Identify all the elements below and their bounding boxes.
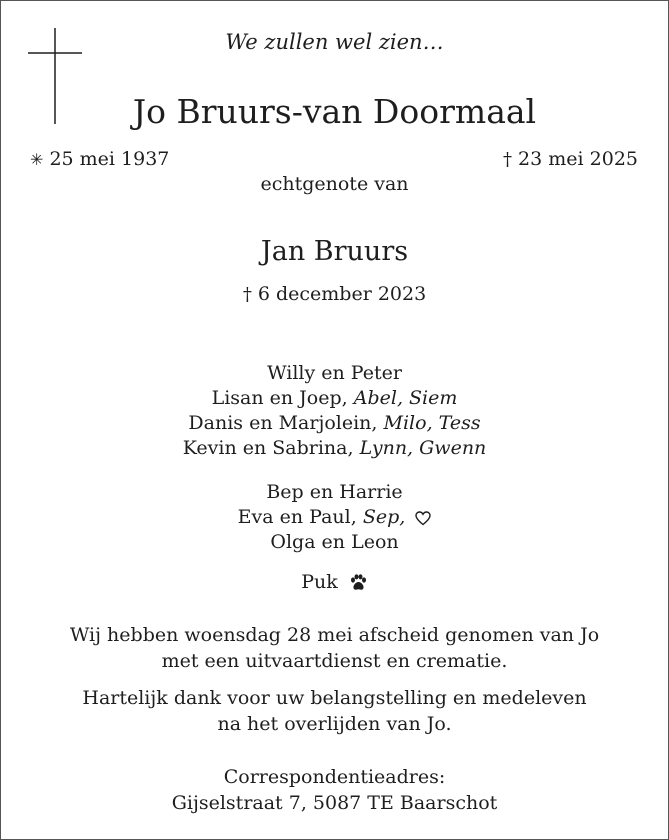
birth-date: 25 mei 1937 (49, 148, 170, 170)
family-line: Eva en Paul, Sep, (0, 505, 669, 530)
grandchildren: Abel, Siem (353, 387, 458, 409)
heart-icon (415, 511, 431, 526)
birth-star-icon: ✳ (30, 150, 44, 169)
correspondence-label: Correspondentieadres: (223, 766, 446, 788)
family-line: Bep en Harrie (266, 481, 403, 503)
family-line: Danis en Marjolein, Milo, Tess (188, 412, 481, 434)
birth-date-line (30, 148, 169, 170)
address: Gijselstraat 7, 5087 TE Baarschot (171, 792, 498, 814)
grandchildren: Sep, (362, 506, 406, 528)
grandchildren: Milo, Tess (383, 412, 481, 434)
spouse-death-line (0, 283, 669, 305)
family-line: Olga en Leon (270, 531, 399, 553)
deceased-name: Jo Bruurs-van Doormaal (132, 92, 537, 131)
pet-line (0, 570, 669, 595)
spouse-death-cross-icon: † (242, 284, 252, 305)
pet-name: Puk (301, 571, 338, 593)
correspondence-address (0, 764, 669, 816)
death-date: 23 mei 2025 (518, 148, 638, 170)
family-line: Lisan en Joep, Abel, Siem (211, 387, 458, 409)
relation-text: echtgenote van (260, 173, 409, 195)
family-group-1 (0, 361, 669, 461)
death-cross-icon: † (503, 149, 512, 170)
thanks-text: Hartelijk dank voor uw belangstelling en medeleven na het overlijden van Jo. (82, 687, 587, 735)
family-group-2 (0, 480, 669, 555)
grandchildren: Lynn, Gwenn (359, 437, 487, 459)
motto: We zullen wel zien… (225, 30, 444, 54)
death-date-line (503, 148, 638, 170)
paw-icon (349, 574, 368, 592)
family-line: Willy en Peter (267, 362, 402, 384)
spouse-name: Jan Bruurs (260, 236, 409, 267)
family-line: Kevin en Sabrina, Lynn, Gwenn (182, 437, 487, 459)
farewell-text: Wij hebben woensdag 28 mei afscheid genomen van Jo met een uitvaartdienst en crematie. (69, 624, 600, 672)
spouse-death-date: 6 december 2023 (257, 283, 427, 305)
